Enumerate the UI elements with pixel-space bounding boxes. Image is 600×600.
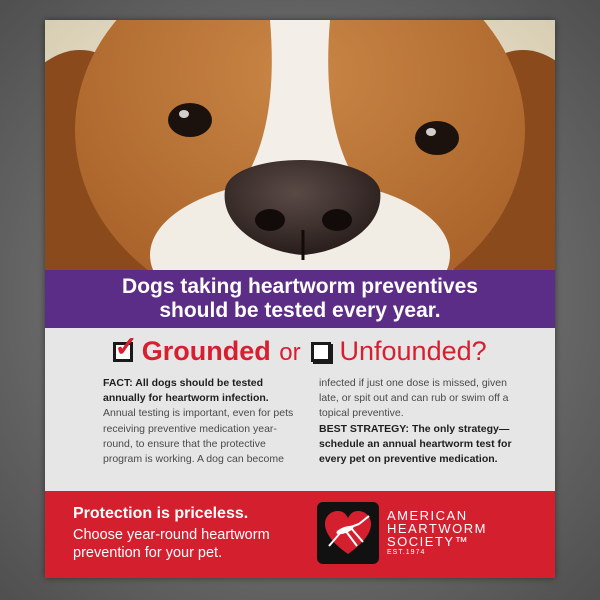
headline-line-2: should be tested every year. <box>159 299 441 322</box>
unchecked-box-icon <box>311 342 331 362</box>
body-text <box>103 376 515 486</box>
verdict-row <box>45 331 555 372</box>
headline-line-1: Dogs taking heartworm preventives <box>122 275 478 298</box>
unfounded-label: Unfounded? <box>339 336 487 366</box>
body-column-right <box>319 376 515 486</box>
fact-text-1: Annual testing is important, even for pets receiving preventive medication year-round, to ensure that the protective program is working. A dog can become <box>103 407 294 466</box>
or-label: or <box>279 339 301 366</box>
poster <box>45 20 555 578</box>
footer-subline: Choose year-round heartworm prevention for your pet. <box>73 527 270 561</box>
beagle-photo <box>45 20 555 270</box>
footer-banner <box>45 491 555 578</box>
fact-text-2: infected if just one dose is missed, given late, or spit out and can rub or swim off a topical preventive. <box>319 377 509 420</box>
logo-line-3: SOCIETY™ <box>387 534 470 549</box>
logo-line-1: AMERICAN <box>387 508 468 523</box>
heartworm-society-logo-icon <box>317 502 379 564</box>
fact-label: FACT: All dogs should be tested annually for heartworm infection. <box>103 377 269 405</box>
beagle-illustration <box>45 20 555 270</box>
best-strategy: BEST STRATEGY: The only strategy—schedule an annual heartworm test for every pet on preventive medication. <box>319 422 512 466</box>
grounded-label: Grounded <box>141 336 271 366</box>
footer-tagline: Protection is priceless. <box>73 505 249 522</box>
logo-established: EST.1974 <box>387 549 426 556</box>
headline-banner <box>45 270 555 328</box>
checked-box-icon: ✓ <box>114 331 138 362</box>
logo-line-2: HEARTWORM <box>387 521 487 536</box>
society-logo-text <box>387 509 487 558</box>
body-column-left <box>103 376 299 486</box>
